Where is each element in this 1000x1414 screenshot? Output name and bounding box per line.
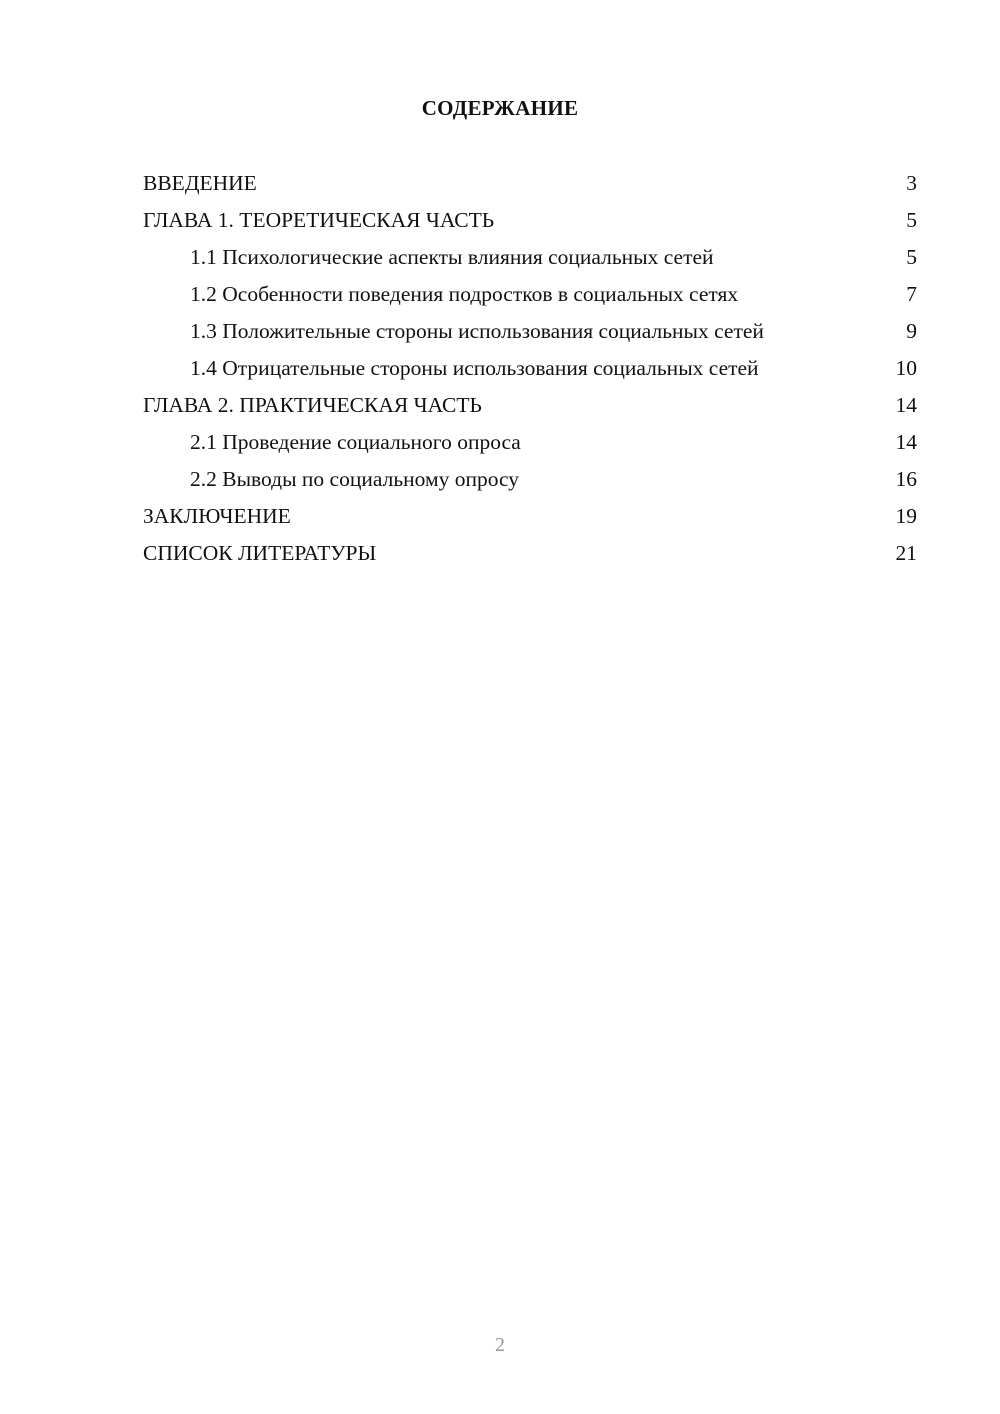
toc-entry-label: 2.1 Проведение социального опроса xyxy=(190,430,521,454)
toc-entry-section-2-1[interactable] xyxy=(143,429,917,455)
toc-entry-page: 19 xyxy=(895,504,917,528)
toc-entry-section-1-1[interactable] xyxy=(143,244,917,270)
toc-entry-conclusion[interactable] xyxy=(143,503,917,529)
toc-entry-references[interactable] xyxy=(143,540,917,566)
toc-entry-page: 16 xyxy=(895,467,917,491)
toc-entry-label: 2.2 Выводы по социальному опросу xyxy=(190,467,520,491)
toc-entry-label: ВВЕДЕНИЕ xyxy=(143,171,257,195)
toc-entry-label: 1.1 Психологические аспекты влияния социальных сетей xyxy=(190,245,714,269)
toc-entry-label: 1.3 Положительные стороны использования социальных сетей xyxy=(190,319,764,343)
toc-entry-page: 14 xyxy=(895,430,917,454)
table-of-contents xyxy=(143,170,917,577)
toc-entry-label: ГЛАВА 1. ТЕОРЕТИЧЕСКАЯ ЧАСТЬ xyxy=(143,208,495,232)
toc-entry-section-1-4[interactable] xyxy=(143,355,917,381)
toc-entry-page: 3 xyxy=(906,171,917,195)
toc-entry-introduction[interactable] xyxy=(143,170,917,196)
toc-entry-label: ГЛАВА 2. ПРАКТИЧЕСКАЯ ЧАСТЬ xyxy=(143,393,482,417)
toc-entry-page: 5 xyxy=(906,245,917,269)
page-number: 2 xyxy=(495,1334,505,1356)
page-title: СОДЕРЖАНИЕ xyxy=(421,96,579,120)
toc-entry-page: 21 xyxy=(895,541,917,565)
toc-entry-label: 1.4 Отрицательные стороны использования социальных сетей xyxy=(190,356,759,380)
toc-entry-section-2-2[interactable] xyxy=(143,466,917,492)
toc-entry-section-1-3[interactable] xyxy=(143,318,917,344)
toc-entry-label: 1.2 Особенности поведения подростков в социальных сетях xyxy=(190,282,739,306)
toc-entry-page: 5 xyxy=(906,208,917,232)
toc-entry-label: ЗАКЛЮЧЕНИЕ xyxy=(143,504,291,528)
toc-entry-label: СПИСОК ЛИТЕРАТУРЫ xyxy=(143,541,377,565)
toc-entry-page: 7 xyxy=(906,282,917,306)
toc-entry-page: 9 xyxy=(906,319,917,343)
toc-entry-page: 14 xyxy=(895,393,917,417)
toc-entry-page: 10 xyxy=(895,356,917,380)
toc-entry-section-1-2[interactable] xyxy=(143,281,917,307)
toc-entry-chapter-2[interactable] xyxy=(143,392,917,418)
toc-entry-chapter-1[interactable] xyxy=(143,207,917,233)
